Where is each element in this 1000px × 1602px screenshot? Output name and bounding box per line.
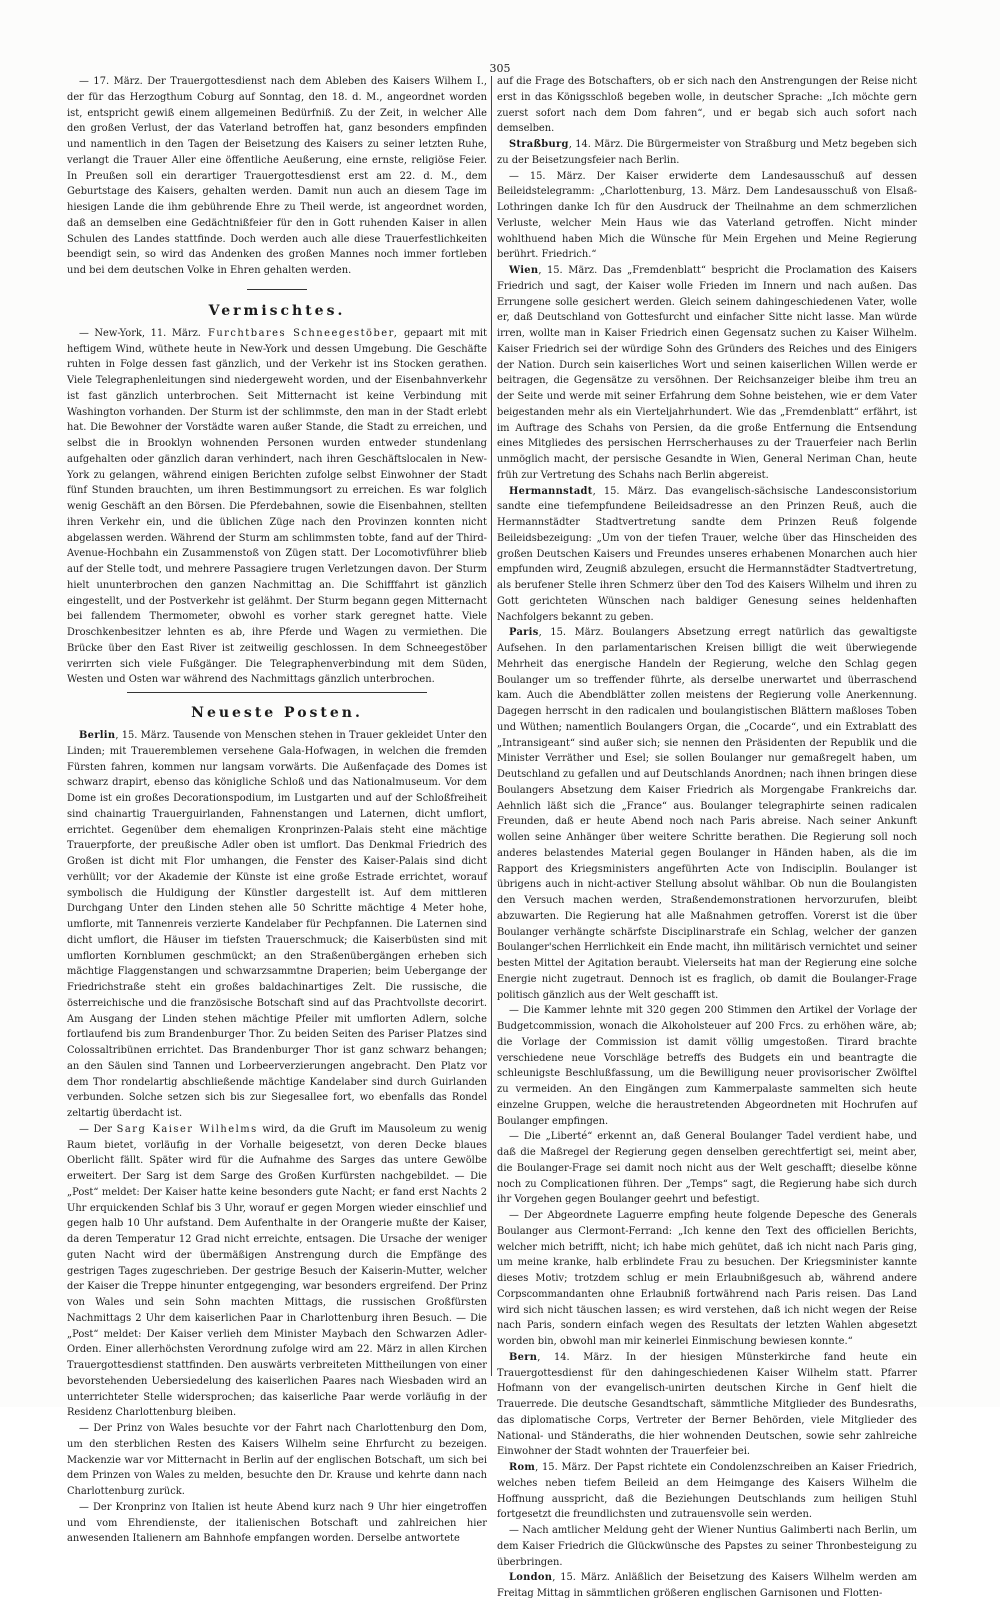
section-divider bbox=[247, 289, 307, 290]
article-paris bbox=[497, 625, 917, 1003]
article-bern bbox=[497, 1350, 917, 1460]
article-body: , 15. März. Boulangers Absetzung erregt natürlich das gewaltigste Aufsehen. In den parlamentarischen Kreisen billigt die weit überwiegende Mehrheit das energische Handeln der Regierung, welche den Schlag gegen Boulanger um so treffender führte, als derselbe unerwartet und überraschend kam. Auch die Abendblätter zollen meistens der Regierung volle Anerkennung. Dagegen herrscht in den radicalen und boulangistischen Blättern maßloses Toben und Wüthen; namentlich Boulangers Organ, die „Cocarde“, und ein Extrablatt des „Intransigeant“ sind außer sich; sie nennen den Präsidenten der Republik und die Minister Verräther und Esel; sie sollen Boulanger nur gemaßregelt haben, um Deutschland zu gefallen und auf Deutschlands Anordnen; nach ihnen bringen diese Boulangers Absetzung dem Kaiser Friedrich als Morgengabe Frankreichs dar. Aehnlich läßt sich die „France“ aus. Boulanger telegraphirte seinen radicalen Freunden, daß er heute Abend noch nach Paris abreise. Nach seiner Ankunft wollen seine Anhänger über weitere Schritte berathen. Die Regierung soll noch anderes belastendes Material gegen Boulanger in Händen haben, als die im Rapport des Kriegsministers angeführten Acte von Indisciplin. Boulanger ist übrigens auch in nicht-activer Stellung absolut wählbar. Ob nun die Boulangisten den Versuch machen werden, Straßendemonstrationen hervorzurufen, bleibt abzuwarten. Die Regierung hat alle Maßnahmen getroffen. Vorerst ist die über Boulanger verhängte schärfste Disciplinarstrafe ein Schlag, welcher der ganzen Boulanger'schen Herrlichkeit ein Ende macht, ihn militärisch vernichtet und seiner besten Mittel der Agitation beraubt. Vielerseits hat man der Regierung eine solche Energie nicht zugetraut. Dennoch ist es fraglich, ob damit die Boulanger-Frage politisch gänzlich aus der Welt geschafft ist. bbox=[497, 627, 917, 1001]
dateline-place: London bbox=[509, 1572, 553, 1584]
article-body: , 15. März. Das evangelisch-sächsische Landesconsistorium sandte eine tiefempfundene Beileidsadresse an den Prinzen Reuß, auch die Hermannstädter Stadtvertretung sandte dem Prinzen Reuß folgende Beileidsbezeigung: „Um von der tiefen Trauer, welche über das Hinscheiden des großen Deutschen Kaisers und Freundes unseres erhabenen Monarchen auch hier empfunden wird, Zeugniß abzulegen, ersucht die Hermannstädter Stadtvertretung, als berufener Stelle ihren Schmerz über den Tod des Kaisers Wilhelm und ihren zu Gott gerichteten Wünschen nach baldiger Genesung seines heldenhaften Nachfolgers bekannt zu geben. bbox=[497, 485, 917, 623]
article-body: , 15. März. Der Papst richtete ein Condolenzschreiben an Kaiser Friedrich, welches neben tiefem Beileid an dem Heimgange des Kaisers Wilhelm die Hoffnung ausspricht, daß die Beziehungen Deutschlands zum heiligen Stuhl fortgesetzt die freundlichsten und zutrauensvolle sein werden. bbox=[497, 1462, 917, 1521]
page-number: 305 bbox=[489, 62, 511, 75]
article-laguerre: — Der Abgeordnete Laguerre empfing heute folgende Depesche des Generals Boulanger aus Clermont-Ferrand: „Ich kenne den Text des officiellen Berichts, welcher mich betrifft, nicht; ich habe mich gehütet, daß ich nicht nach Paris ging, um meine kranke, halb erblindete Frau zu besuchen. Der Kriegsminister kannte dieses Motiv; trotzdem schlug er mein Erlaubnißgesuch ab, während andere Corpscommandanten ohne Erlaubniß fortwährend nach Paris reisen. Das Land wird sich nicht täuschen lassen; es wird verstehen, daß ich nicht wegen der Reise nach Paris, sondern einfach wegen des Resultats der letzten Wahlen abgesetzt worden bin, obwohl man mir keinerlei Einmischung bewiesen konnte.“ bbox=[497, 1210, 917, 1347]
article-continuation: auf die Frage des Botschafters, ob er sich nach den Anstrengungen der Reise nicht erst in das Königsschloß begeben wolle, in deutscher Sprache: „Ich möchte gern zuerst sofort nach dem Dom fahren“, und er begab sich auch sofort nach demselben. bbox=[497, 76, 917, 135]
heading-vermischtes: Vermischtes. bbox=[208, 302, 346, 319]
article-new-york bbox=[67, 326, 487, 688]
article-body: Tausende von Menschen stehen in Trauer gekleidet Unter den Linden; mit Traueremblemen versehene Gala-Hofwagen, in welchen die fremden Fürsten fahren, kommen nur langsam vorwärts. Die Außenfaçade des Domes ist schwarz drapirt, ebenso das königliche Schloß und das Nationalmuseum. Vor dem Dome ist ein großes Decorationspodium, im Lustgarten und auf der Schloßfreiheit sind chainartig Trauerguirlanden, Fahnenstangen und Laternen, dicht umflort, errichtet. Gegenüber dem ehemaligen Kronprinzen-Palais steht eine mächtige Trauerpforte, der preußische Adler oben ist umflort. Das Denkmal Friedrich des Großen ist dicht mit Flor umhangen, die Fenster des Kaiser-Palais sind dicht verhüllt; vor der Akademie der Künste ist eine große Estrade errichtet, worauf symbolisch die Huldigung der Künstler dargestellt ist. Auf dem mittleren Durchgang Unter den Linden stehen alle 50 Schritte mächtige 4 Meter hohe, umflorte, mit Tannenreis verzierte Kandelaber für Pechpfannen. Die Laternen sind dicht umflort, die Häuser im tiefsten Trauerschmuck; die Kaiserbüsten sind mit umflorten Kornblumen geschmückt; an den Straßenübergängen erheben sich mächtige Flaggenstangen und schwarzsammtne Draperien; beim Uebergange der Friedrichstraße steht ein großes baldachinartiges Zelt. Die russische, die österreichische und die französische Botschaft sind auf das Prachtvollste decorirt. Am Ausgang der Linden stehen mächtige Pfeiler mit umflorten Adlern, solche fortlaufend bis zum Brandenburger Thor. Zu beiden Seiten des Pariser Platzes sind Colossaltribünen errichtet. Das Brandenburger Thor ist ganz schwarz behangen; an den Säulen sind Tannen und Lorbeerverzierungen angebracht. Den Platz vor dem Thor rondelartig abschließende mächtige Kandelaber sind durch Guirlanden verbunden. Solche setzen sich bis zur Siegesallee fort, wo ebenfalls das Rondel zeltartig überdacht ist. bbox=[67, 730, 487, 1119]
article-hermannstadt bbox=[497, 484, 917, 626]
article-prinz-wales: — Der Prinz von Wales besuchte vor der Fahrt nach Charlottenburg den Dom, um den sterblichen Resten des Kaisers Wilhelm seine Ehrfurcht zu bezeigen. Mackenzie war vor Mitternacht in Berlin auf der englischen Botschaft, um sich bei dem Prinzen von Wales zu melden, besuchte den Dr. Krause und kehrte dann nach Charlottenburg zurück. bbox=[67, 1423, 487, 1497]
article-body: , 14. März. In der hiesigen Münsterkirche fand heute ein Trauergottesdienst für den dahingeschiedenen Kaiser Wilhelm statt. Pfarrer Hofmann von der evangelisch-unirten deutschen Kirche in Genf hielt die Trauerrede. Die deutsche Gesandtschaft, sämmtliche Mitglieder des Bundesraths, das diplomatische Corps, Vertreter der Berner Behörden, viele Mitglieder des National- und Ständeraths, die hier wohnenden Deutschen, sowie sehr zahlreiche Einwohner der Stadt wohnten der Trauerfeier bei. bbox=[497, 1351, 917, 1458]
article-liberte: — Die „Liberté“ erkennt an, daß General Boulanger Tadel verdient habe, und daß die Maßregel der Regierung gegen denselben gerechtfertigt sei, meint aber, die Boulanger-Frage sei damit noch nicht aus der Welt geschafft; dieselbe könne noch zu Complicationen führen. Der „Temps“ sagt, die Regierung habe sich durch ihr Vorgehen gegen Boulanger geehrt und befestigt. bbox=[497, 1131, 917, 1206]
article-kronprinz-italien: — Der Kronprinz von Italien ist heute Abend kurz nach 9 Uhr hier eingetroffen und vom Ehrendienste, der italienischen Botschaft und zahlreichen hier anwesenden Italienern am Bahnhofe empfangen worden. Derselbe antwortete bbox=[67, 1501, 487, 1545]
left-column bbox=[67, 74, 487, 1545]
article-body: wird, da die Gruft im Mausoleum zu wenig Raum bietet, vorläufig in der Vorhalle beigesetzt, von deren Decke blaues Oberlicht fällt. Später wird für die Aufnahme des Sarges das untere Gewölbe erweitert. Der Sarg ist dem Sarge des Großen Kurfürsten nachgebildet. — Die „Post“ meldet: Der Kaiser hatte keine besonders gute Nacht; er fand erst Nachts 2 Uhr erquickenden Schlaf bis 3 Uhr, worauf er gegen Morgen wieder einschlief und gegen halb 10 Uhr aufstand. Dem Aufenthalte in der Orangerie mußte der Kaiser, da deren Temperatur 12 Grad nicht erreichte, entsagen. Die Ursache der weniger guten Nacht wird der übermäßigen Anstrengung durch die Empfänge des gestrigen Tages zugeschrieben. Der gestrige Besuch der Kaiserin-Mutter, welcher der Kaiser die Treppe hinunter entgegenging, war besonders ergreifend. Der Prinz von Wales und sein Sohn machten Mittags, die russischen Großfürsten Nachmittags 2 Uhr dem kaiserlichen Paar in Charlottenburg ihren Besuch. — Die „Post“ meldet: Der Kaiser verlieh dem Minister Maybach den Schwarzen Adler-Orden. Einer allerhöchsten Verordnung zufolge wird am 22. März in allen Kirchen Trauergottesdienst stattfinden. Den auswärts verbreiteten Mittheilungen von einer bevorstehenden Uebersiedelung des kaiserlichen Paares nach Wiesbaden wird an unterrichteter Stelle widersprochen; das kaiserliche Paar werde vorläufig in der Residenz Charlottenburg bleiben. bbox=[67, 1123, 487, 1419]
article-body: gepaart mit mit heftigem Wind, wüthete heute in New-York und dessen Umgebung. Die Geschäfte ruhten in Folge dessen fast gänzlich, und der Verkehr ist ins Stocken gerathen. Viele Telegraphenleitungen sind niedergeweht worden, und der Eisenbahnverkehr ist fast gänzlich unterbrochen. Seit Mitternacht ist keine Verbindung mit Washington vorhanden. Der Sturm ist der schlimmste, den man in der Stadt erlebt hat. Die Bewohner der Vorstädte waren außer Stande, die Stadt zu erreichen, und selbst die in Brooklyn wohnenden Personen wurden entweder stundenlang aufgehalten oder gänzlich daran verhindert, nach ihren Geschäftslocalen in New-York zu gelangen, während einigen Berichten zufolge selbst Einwohner der Stadt fünf Stunden brauchten, um ihren Bestimmungsort zu erreichen. Es war folglich wenig Geschäft an den Börsen. Die Pferdebahnen, sowie die Eisenbahnen, stellten ihren Verkehr ein, und die üblichen Züge nach den Provinzen konnten nicht abgelassen werden. Während der Sturm am schlimmsten tobte, fand auf der Third-Avenue-Hochbahn ein Zusammenstoß von Zügen statt. Der Locomotivführer blieb auf der Stelle todt, und mehrere Passagiere trugen Verletzungen davon. Der Sturm hielt ununterbrochen den ganzen Nachmittag an. Die Schifffahrt ist gänzlich eingestellt, und der Postverkehr ist gelähmt. Der Sturm begann gegen Mitternacht bei fallendem Thermometer, obwohl es vorher stark geregnet hatte. Viele Droschkenbesitzer lehnten es ab, ihre Pferde und Wagen zu vermiethen. Die Brücke über den East River ist zeitweilig geschlossen. In dem Schneegestöber verirrten sich viele Fußgänger. Die Telegraphenverbindung mit dem Süden, Westen und Osten war während des Nachmittags gänzlich unterbrochen. bbox=[67, 327, 487, 686]
article-rom bbox=[497, 1460, 917, 1523]
dateline-place: — New-York bbox=[79, 327, 142, 339]
article-berlin bbox=[67, 728, 487, 1122]
dateline-place: Wien bbox=[509, 265, 539, 276]
article-body: , 15. März. Anläßlich der Beisetzung des Kaisers Wilhelm werden am Freitag Mittag in sämmtlichen größeren englischen Garnisonen und Flotten- bbox=[497, 1572, 917, 1599]
article-wien bbox=[497, 263, 917, 484]
dateline-date: , 11. März. bbox=[141, 327, 201, 339]
right-column bbox=[497, 74, 917, 1599]
dateline-place: Straßburg bbox=[509, 139, 569, 150]
article-intro: — Der bbox=[79, 1123, 117, 1135]
article-body: , 15. März. Das „Fremdenblatt“ bespricht die Proclamation des Kaisers Friedrich und sagt, der Kaiser wolle Frieden im Innern und nach außen. Das Errungene solle gesichert werden. Gleich seinem dahingeschiedenen Vater, wolle er, daß Deutschland von Gottesfurcht und einfacher Sitte nicht lasse. Man würde irren, wollte man in Kaiser Friedrich einen Gegensatz suchen zu Kaiser Wilhelm. Kaiser Friedrich sei der würdige Sohn des Gründers des Reiches und des Einigers der Nation. Durch sein kaiserliches Wort und seinen kaiserlichen Willen werde er beitragen, die Gegensätze zu versöhnen. Der Reichsanzeiger bleibe ihm treu an der Seite und werde mit seiner Erfahrung dem Sohne beistehen, wie er dem Vater beigestanden mehr als ein Vierteljahrhundert. Wie das „Fremdenblatt“ erfährt, ist im Auftrage des Schahs von Persien, da die große Entfernung die Entsendung eines Mitgliedes des persischen Herrscherhauses zu der Trauerfeier nach Berlin unmöglich macht, der persische Gesandte in Wien, General Neriman Chan, heute früh zur Vertretung des Schahs nach Berlin abgereist. bbox=[497, 265, 917, 481]
article-headline: Furchtbares Schneegestöber, bbox=[200, 327, 399, 339]
article-headline: Sarg Kaiser Wilhelms bbox=[116, 1123, 258, 1135]
article-body: , 14. März. Die Bürgermeister von Straßburg und Metz begeben sich zu der Beisetzungsfeier nach Berlin. bbox=[497, 139, 917, 166]
article-trauergottesdienst: — 17. März. Der Trauergottesdienst nach dem Ableben des Kaisers Wilhem I., der für das Herzogthum Coburg auf Sonntag, den 18. d. M., angeordnet worden ist, entspricht gewiß einem allgemeinen Bedürfniß. Zu der Zeit, in welcher Alle den großen Verlust, der das Vaterland betroffen hat, ganz besonders empfinden und namentlich in den Tagen der Beisetzung des Kaisers zu seiner letzten Ruhe, verlangt die Trauer Aller eine öffentliche Aeußerung, eine ernste, religiöse Feier. In Preußen soll ein derartiger Trauergottesdienst erst am 22. d. M., dem Geburtstage des Kaisers, gehalten werden. Damit nun auch an diesem Tage im hiesigen Lande die ihm gebührende Ehre zu Theil werde, ist angeordnet worden, daß an demselben eine Gedächtnißfeier für den in Gott ruhenden Kaiser in allen Schulen des Landes stattfinde. Doch werden auch alle diese Trauerfestlichkeiten beendigt sein, so wird das Andenken des großen Mannes noch immer fortleben und bei dem deutschen Volke in Ehren gehalten werden. bbox=[67, 76, 487, 276]
article-nuntius: — Nach amtlicher Meldung geht der Wiener Nuntius Galimberti nach Berlin, um dem Kaiser Friedrich die Glückwünsche des Papstes zu seiner Thronbesteigung zu überbringen. bbox=[497, 1525, 917, 1568]
heading-neueste-posten: Neueste Posten. bbox=[191, 705, 363, 721]
dateline-place: Bern bbox=[509, 1351, 538, 1363]
column-divider bbox=[491, 76, 492, 1376]
dateline-date: , 15. März. bbox=[115, 730, 170, 741]
article-sarg bbox=[67, 1122, 487, 1421]
dateline-place: Hermannstadt bbox=[509, 485, 593, 497]
article-landesausschuss: — 15. März. Der Kaiser erwiderte dem Landesausschuß auf dessen Beileidstelegramm: „Charlottenburg, 13. März. Dem Landesausschuß von Elsaß-Lothringen danke Ich für den Ausdruck der Theilnahme an dem schmerzlichen Verluste, welcher Mein Haus wie das Vaterland getroffen. Nicht minder wohlthuend haben Mich die Wünsche für Mein Ergehen und Meine Regierung berührt. Friedrich.“ bbox=[497, 170, 917, 261]
dateline-place: Berlin bbox=[79, 730, 116, 741]
dateline-place: Paris bbox=[509, 627, 539, 639]
article-london bbox=[497, 1570, 917, 1602]
article-kammer: — Die Kammer lehnte mit 320 gegen 200 Stimmen den Artikel der Vorlage der Budgetcommission, wonach die Alkoholsteuer auf 200 Frcs. zu erhöhen wäre, ab; die Vorlage der Commission ist damit völlig umgestoßen. Tirard brachte verschiedene neue Vorschläge betreffs des Budgets ein und beantragte die schleunigste Beschlußfassung, um die Bewilligung neuer provisorischer Zwölftel zu vermeiden. An den Eingängen zum Kammerpalaste sammelten sich heute einzelne Gruppen, welche die heraustretenden Abgeordneten mit Hochrufen auf Boulanger empfingen. bbox=[497, 1005, 917, 1127]
article-strassburg bbox=[497, 137, 917, 169]
section-divider bbox=[127, 692, 427, 693]
dateline-place: Rom bbox=[509, 1462, 536, 1473]
